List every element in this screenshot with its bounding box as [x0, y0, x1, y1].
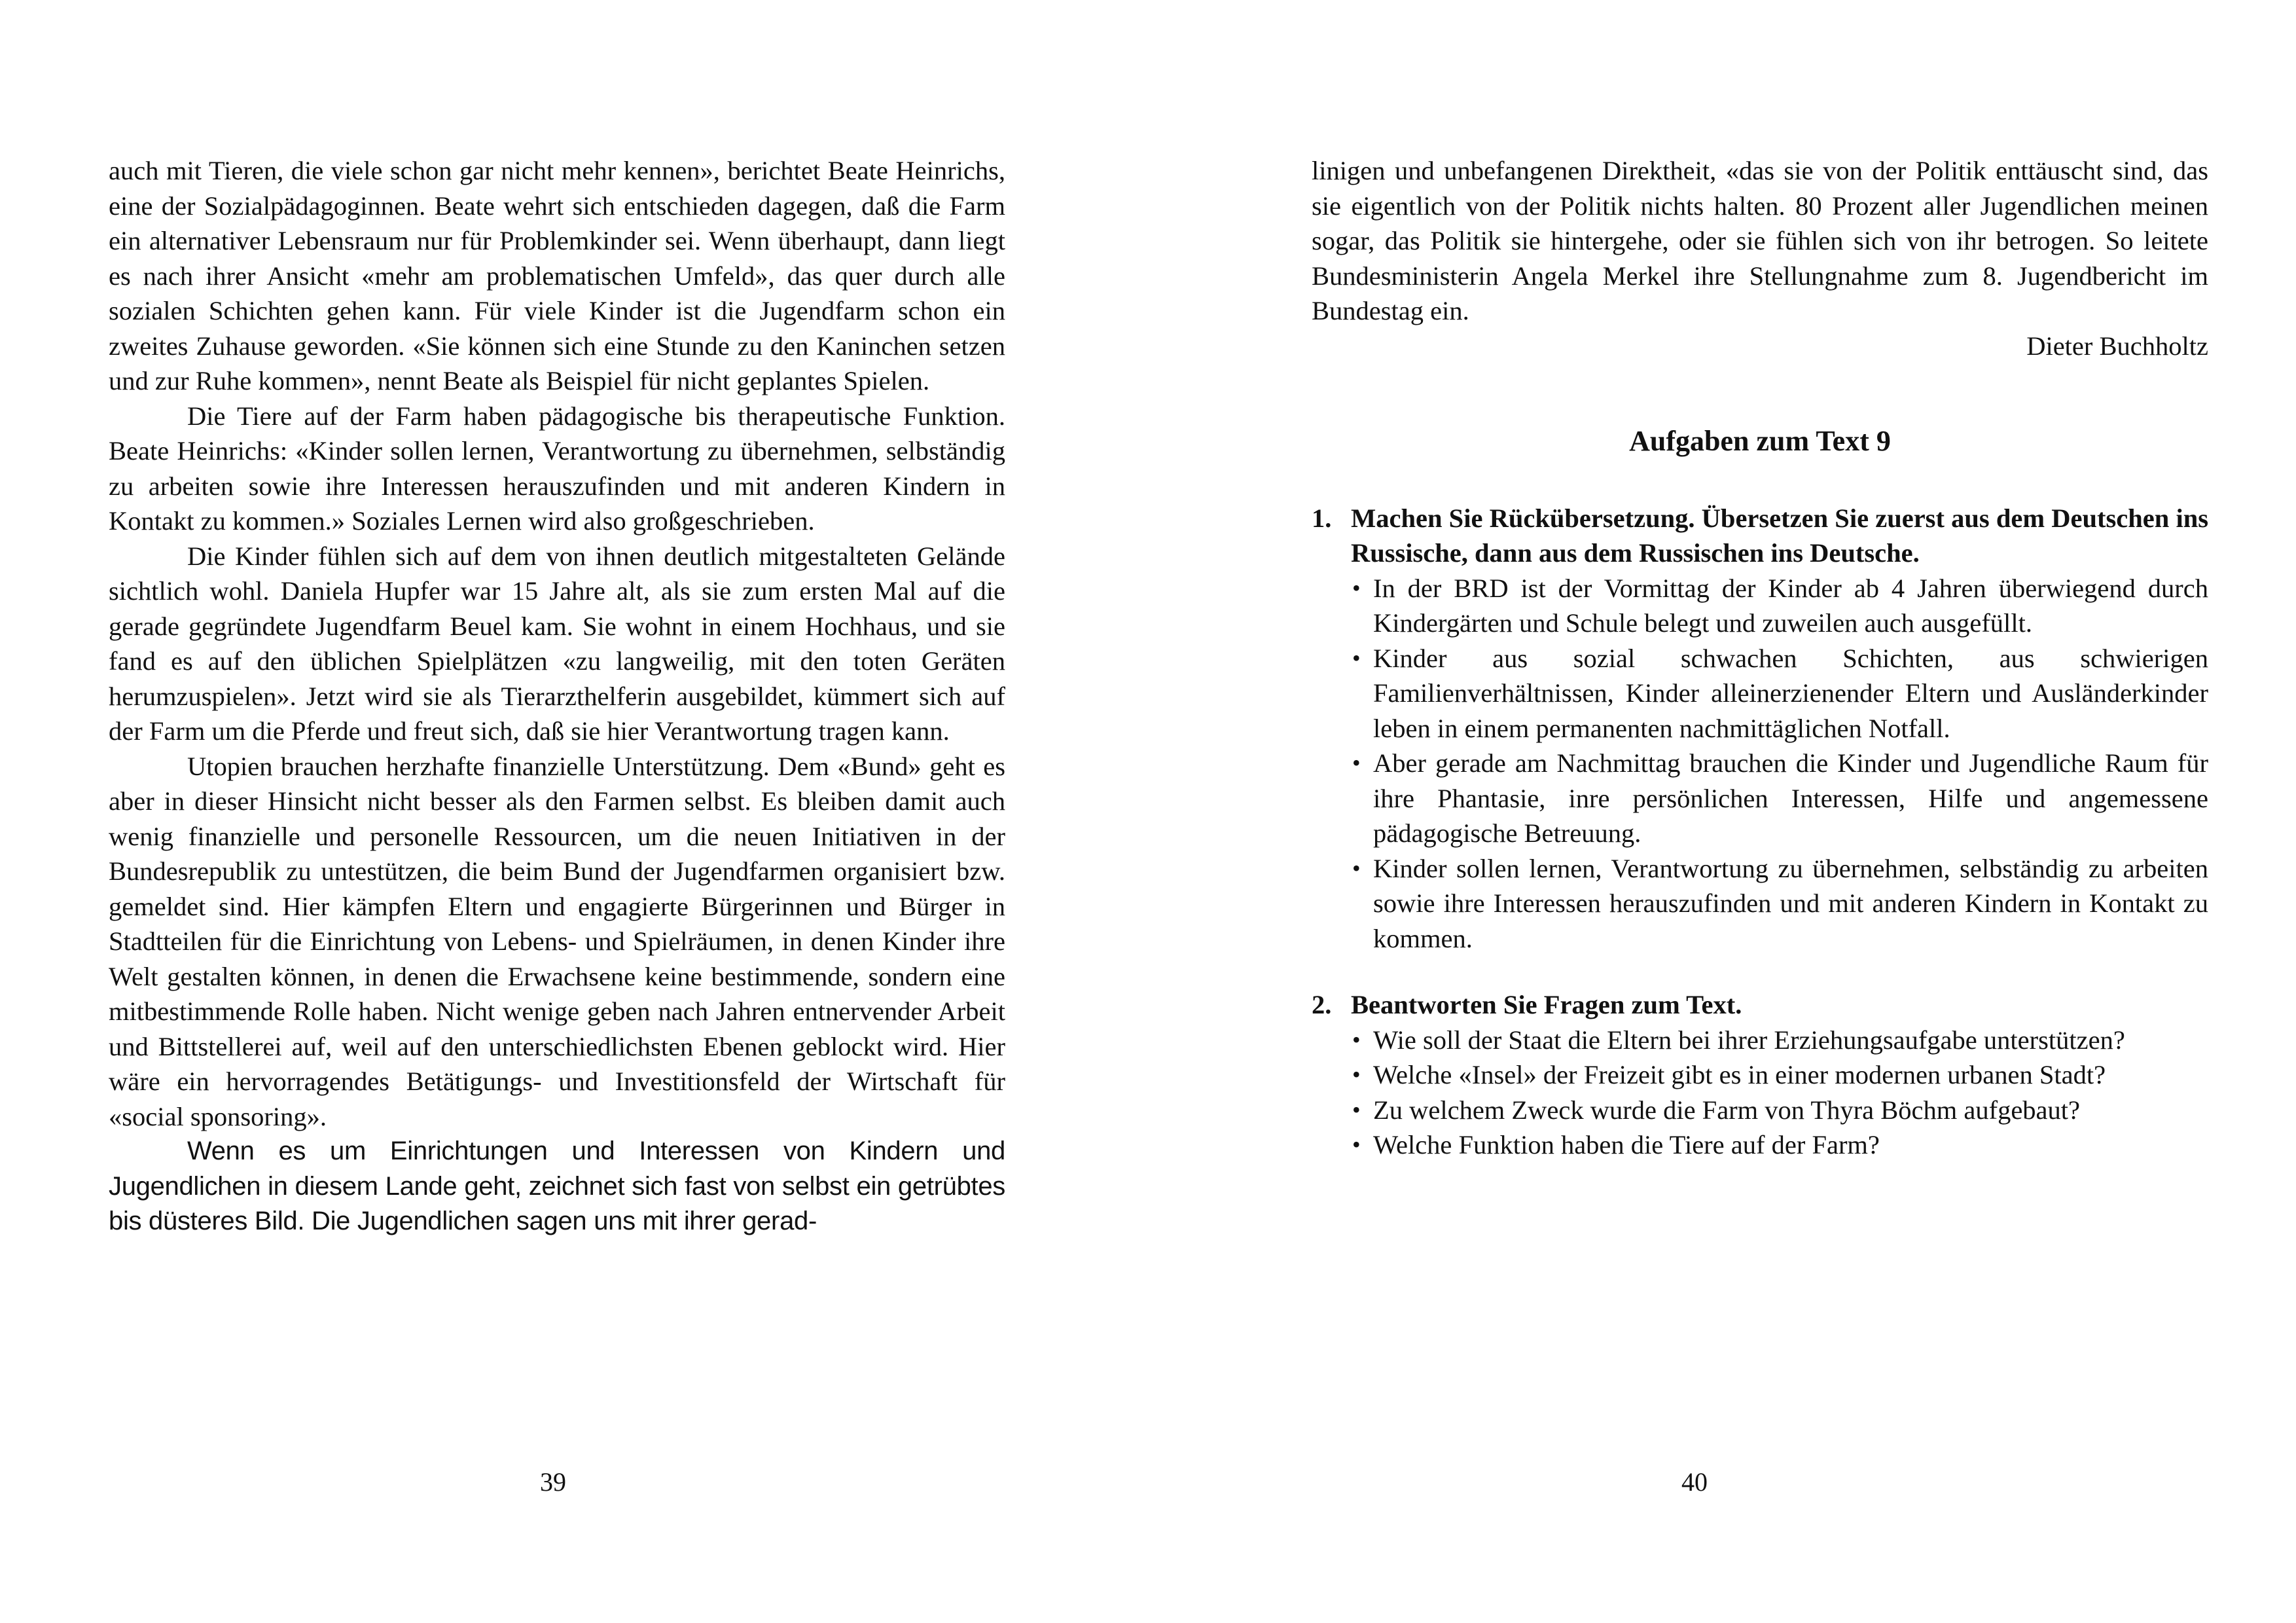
task-2 [1312, 987, 2208, 1163]
task-title-text: Beantworten Sie Fragen zum Text. [1351, 990, 1742, 1019]
task-title [1312, 987, 2208, 1023]
list-item-text: Welche «Insel» der Freizeit gibt es in einer modernen urbanen Stadt? [1373, 1060, 2106, 1089]
paragraph: Utopien brauchen herzhafte finanzielle Unterstützung. Dem «Bund» geht es aber in dieser Hinsicht nicht besser als den Farmen selbst. Es bleiben damit auch wenig finanzielle und personelle Ressourcen, um die neuen Initiativen in der Bundesrepublik zu untestützen, die beim Bund der Jugendfarmen organisiert bzw. gemeldet sind. Hier kämpfen Eltern und engagierte Bürgerinnen und Bürger in Stadtteilen für die Einrichtung von Lebens- und Spielräumen, in denen Kinder ihre Welt gestalten können, in denen die Erwachsene keine bestimmende, sondern eine mitbestimmende Rolle haben. Nicht wenige geben nach Jahren entnervender Arbeit und Bittstellerei auf, weil auf den unterschiedlichsten Ebenen geblockt wird. Hier wäre ein hervorragendes Betätigungs- und Investitionsfeld der Wirtschaft für «social sponsoring». [109, 751, 1005, 1131]
list-item-text: Wie soll der Staat die Eltern bei ihrer Erziehungsaufgabe unterstützen? [1373, 1025, 2125, 1055]
bullet-icon: • [1352, 750, 1361, 776]
section-heading: Aufgaben zum Text 9 [1629, 425, 1891, 457]
paragraph: Die Tiere auf der Farm haben pädagogische bis therapeutische Funktion. Beate Heinrichs: «Kinder sollen lernen, Verantwortung zu übernehmen, selbständig zu arbeiten sowie ihre Interessen herauszufinden und mit anderen Kindern in Kontakt zu kommen.» Soziales Lernen wird also großgeschrieben. [109, 401, 1005, 536]
list-item [1351, 746, 2208, 851]
list-item [1351, 641, 2208, 746]
list-item [1351, 1127, 2208, 1163]
list-item-text: Welche Funktion haben die Tiere auf der Farm? [1373, 1130, 1880, 1159]
task-1 [1312, 501, 2208, 957]
page-number: 40 [1681, 1467, 1708, 1497]
author: Dieter Buchholtz [2026, 331, 2208, 361]
paragraph: Die Kinder fühlen sich auf dem von ihnen deutlich mitgestalteten Gelände sichtlich wohl. Daniela Hupfer war 15 Jahre alt, als sie zum ersten Mal auf die gerade gegründete Jugendfarm Beuel kam. Sie wohnt in einem Hochhaus, und sie fand es auf den üblichen Spielplätzen «zu langweilig, mit den toten Geräten herumzuspielen». Jetzt wird sie als Tierarzthelferin ausgebildet, kümmert sich auf der Farm um die Pferde und freut sich, daß sie hier Verantwortung tragen kann. [109, 541, 1005, 746]
bullet-icon: • [1352, 574, 1361, 601]
task-1-items [1312, 571, 2208, 957]
list-item-text: Kinder aus sozial schwachen Schichten, aus schwierigen Familienverhältnissen, Kinder alleinerzienender Eltern und Ausländerkinder leben in einem permanenten nachmittäglichen Notfall. [1373, 643, 2208, 743]
continuation-paragraph: linigen und unbefangenen Direktheit, «das sie von der Politik enttäuscht sind, das sie eigentlich von der Politik nichts halten. 80 Prozent aller Jugendlichen meinen sogar, das Politik sie hintergehe, oder sie fühlen sich von ihr betrogen. So leitete Bundesministerin Angela Merkel ihre Stellungnahme zum 8. Jugendbericht im Bundestag ein. [1312, 156, 2208, 325]
list-item [1351, 1057, 2208, 1093]
bullet-icon: • [1352, 854, 1361, 881]
task-title [1312, 501, 2208, 571]
bullet-icon: • [1352, 1131, 1361, 1158]
right-page-body [1312, 153, 2208, 1194]
list-item [1351, 1093, 2208, 1128]
left-page-body [109, 153, 1005, 1239]
list-item [1351, 851, 2208, 957]
bullet-icon: • [1352, 644, 1361, 671]
task-2-items [1312, 1023, 2208, 1163]
bullet-icon: • [1352, 1096, 1361, 1123]
list-item [1351, 571, 2208, 641]
bullet-icon: • [1352, 1026, 1361, 1053]
bullet-icon: • [1352, 1061, 1361, 1087]
list-item-text: Aber gerade am Nachmittag brauchen die Kinder und Jugendliche Raum für ihre Phantasie, inre persönlichen Interessen, Hilfe und angemessene pädagogische Betreuung. [1373, 748, 2208, 848]
list-item-text: Kinder sollen lernen, Verantwortung zu übernehmen, selbständig zu arbeiten sowie ihre Interessen herauszufinden und mit anderen Kindern in Kontakt zu kommen. [1373, 853, 2208, 953]
task-title-text: Machen Sie Rückübersetzung. Übersetzen Sie zuerst aus dem Deutschen ins Russische, dann aus dem Russischen ins Deutsche. [1351, 503, 2208, 568]
paragraph: auch mit Tieren, die viele schon gar nicht mehr kennen», berichtet Beate Heinrichs, eine der Sozialpädagoginnen. Beate wehrt sich entschieden dagegen, daß die Farm ein alternativer Lebensraum nur für Problemkinder sei. Wenn überhaupt, dann liegt es nach ihrer Ansicht «mehr am problematischen Umfeld», das quer durch alle sozialen Schichten gehen kann. Für viele Kinder ist die Jugendfarm schon ein zweites Zuhause geworden. «Sie können sich eine Stunde zu den Kaninchen setzen und zur Ruhe kommen», nennt Beate als Beispiel für nicht geplantes Spielen. [109, 156, 1005, 395]
task-number: 1. [1312, 503, 1332, 533]
task-number: 2. [1312, 990, 1332, 1019]
right-page [1148, 0, 2296, 1623]
paragraph: Wenn es um Einrichtungen und Interessen von Kindern und Jugendlichen in diesem Lande geht, zeichnet sich fast von selbst ein getrübtes bis düsteres Bild. Die Jugendlichen sagen uns mit ihrer gerad- [109, 1137, 1005, 1235]
list-item-text: Zu welchem Zweck wurde die Farm von Thyra Böchm aufgebaut? [1373, 1095, 2081, 1125]
page-number: 39 [540, 1467, 566, 1497]
list-item-text: In der BRD ist der Vormittag der Kinder ab 4 Jahren überwiegend durch Kindergärten und Schule belegt und zuweilen auch ausgefüllt. [1373, 573, 2208, 638]
list-item [1351, 1023, 2208, 1058]
